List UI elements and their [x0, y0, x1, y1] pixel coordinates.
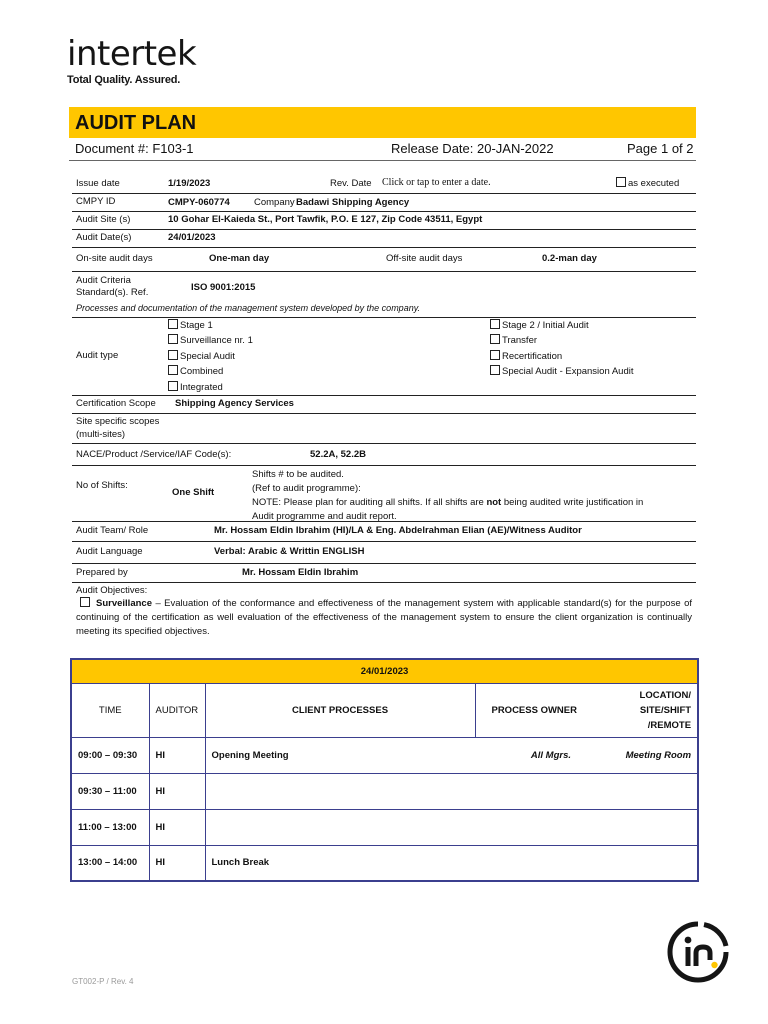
col-client-processes: CLIENT PROCESSES: [205, 683, 475, 737]
rev-date-label: Rev. Date: [330, 178, 372, 189]
audit-type-right-group: [490, 318, 634, 380]
audit-info-table: [72, 175, 696, 639]
schedule-row: [71, 809, 698, 845]
site-scopes-value: [168, 413, 696, 443]
checkbox-icon: [490, 334, 500, 344]
transfer-label: Transfer: [502, 335, 538, 346]
checkbox-icon: [168, 365, 178, 375]
page-number: Page 1 of 2: [627, 141, 694, 156]
document-number: Document #: F103-1: [75, 141, 194, 156]
as-executed-checkbox[interactable]: [616, 177, 679, 190]
intertek-logo: [67, 36, 196, 86]
form-code: GT002-P / Rev. 4: [72, 977, 134, 986]
site-scopes-row: [72, 413, 696, 443]
cert-scope-row: [72, 395, 696, 413]
row-auditor: HI: [149, 845, 205, 881]
special-audit-label: Special Audit: [180, 350, 235, 362]
row-time: 13:00 – 14:00: [71, 845, 149, 881]
issue-date-row: [72, 175, 696, 193]
recertification-label: Recertification: [502, 350, 563, 362]
prepared-value: Mr. Hossam Eldin Ibrahim: [168, 563, 696, 582]
checkbox-icon: [168, 334, 178, 344]
row-time: 11:00 – 13:00: [71, 809, 149, 845]
row-auditor: HI: [149, 773, 205, 809]
site-scopes-label-2: (multi-sites): [76, 429, 126, 440]
checkbox-icon: [490, 350, 500, 360]
stage1-label: Stage 1: [180, 319, 213, 331]
row-process: [205, 773, 698, 809]
checkbox-icon: [490, 319, 500, 329]
as-executed-label: as executed: [628, 178, 680, 189]
logo-tagline: Total Quality. Assured.: [67, 74, 181, 86]
onsite-days-value: One-man day: [209, 252, 270, 264]
cmpy-id-label: CMPY ID: [72, 193, 168, 211]
special-audit-checkbox[interactable]: [168, 349, 253, 365]
audit-days-row: [72, 247, 696, 271]
audit-site-value: 10 Gohar El-Kaieda St., Port Tawfik, P.O. E 127, Zip Code 43511, Egypt: [168, 211, 696, 229]
checkbox-icon: [168, 350, 178, 360]
audit-site-label: Audit Site (s): [72, 211, 168, 229]
nace-row: [72, 443, 696, 465]
audit-site-row: [72, 211, 696, 229]
schedule-row: [71, 845, 698, 881]
stage2-label: Stage 2 / Initial Audit: [502, 319, 589, 331]
criteria-row: [72, 271, 696, 317]
stage1-checkbox[interactable]: [168, 318, 253, 334]
page-title: AUDIT PLAN: [75, 112, 197, 134]
cmpy-id-row: [72, 193, 696, 211]
intertek-emblem-icon: [666, 920, 730, 984]
nace-value: 52.2A, 52.2B: [310, 448, 366, 460]
stage2-checkbox[interactable]: [490, 318, 634, 334]
rev-date-picker[interactable]: Click or tap to enter a date.: [382, 177, 491, 188]
objectives-text: Surveillance – Evaluation of the conformance and effectiveness of the management system with applicable standard(s) for the purpose of continuing of the certification as well evaluation of the effectiveness of the management system to ensure the client organization is continually meeting its specified objectives.: [76, 597, 692, 637]
schedule-row: [71, 773, 698, 809]
transfer-checkbox[interactable]: [490, 333, 634, 349]
row-owner: All Mgrs.: [475, 737, 593, 773]
row-time: 09:30 – 11:00: [71, 773, 149, 809]
integrated-checkbox[interactable]: [168, 380, 253, 396]
integrated-label: Integrated: [180, 381, 223, 393]
surveillance-checkbox[interactable]: [168, 333, 253, 349]
row-process: Opening Meeting: [205, 737, 475, 773]
logo-wordmark: intertek: [67, 34, 197, 74]
combined-label: Combined: [180, 366, 224, 377]
onsite-days-label: On-site audit days: [72, 247, 168, 271]
criteria-label-1: Audit Criteria: [76, 274, 131, 286]
language-label: Audit Language: [72, 541, 168, 563]
cert-scope-value: Shipping Agency Services: [168, 395, 696, 413]
site-scopes-label: [72, 413, 168, 443]
audit-type-left-group: [168, 318, 253, 396]
issue-date-value: 1/19/2023: [168, 178, 211, 189]
combined-checkbox[interactable]: [168, 364, 253, 380]
criteria-label-2: Standard(s). Ref.: [76, 286, 149, 298]
expansion-audit-label: Special Audit - Expansion Audit: [502, 366, 634, 377]
cmpy-id-value: CMPY-060774: [168, 196, 230, 208]
shifts-note: [252, 468, 643, 524]
surveillance-label: Surveillance nr. 1: [180, 335, 253, 346]
objectives-label: Audit Objectives:: [76, 584, 148, 596]
schedule-row: [71, 737, 698, 773]
row-time: 09:00 – 09:30: [71, 737, 149, 773]
schedule-header-row: [71, 683, 698, 737]
shifts-label: No of Shifts:: [76, 479, 128, 491]
audit-type-label: Audit type: [72, 317, 168, 395]
shifts-note-1: Shifts # to be audited.: [252, 468, 344, 480]
audit-dates-value: 24/01/2023: [168, 229, 696, 247]
audit-type-row: [72, 317, 696, 395]
prepared-row: [72, 563, 696, 582]
surveillance-objective-checkbox[interactable]: [80, 597, 90, 607]
offsite-days-value: 0.2-man day: [542, 252, 597, 264]
site-scopes-label-1: Site specific scopes: [76, 416, 160, 427]
cert-scope-label: Certification Scope: [72, 395, 168, 413]
row-auditor: HI: [149, 737, 205, 773]
schedule-date: 24/01/2023: [71, 659, 698, 683]
audit-dates-row: [72, 229, 696, 247]
shifts-value: One Shift: [172, 486, 215, 498]
shifts-note-2: (Ref to audit programme):: [252, 482, 361, 494]
col-location: LOCATION/ SITE/SHIFT /REMOTE: [593, 683, 698, 737]
company-label: Company: [254, 196, 295, 208]
company-value: Badawi Shipping Agency: [296, 196, 410, 208]
recertification-checkbox[interactable]: [490, 349, 634, 365]
audit-dates-label: Audit Date(s): [72, 229, 168, 247]
shifts-note-4: Audit programme and audit report.: [252, 510, 397, 522]
offsite-days-label: Off-site audit days: [386, 252, 463, 264]
col-process-owner: PROCESS OWNER: [475, 683, 593, 737]
checkbox-icon: [168, 381, 178, 391]
criteria-value: ISO 9001:2015: [191, 281, 256, 293]
checkbox-icon: [616, 177, 626, 187]
row-process: Lunch Break: [205, 845, 698, 881]
document-info-row: [69, 139, 696, 161]
row-process: [205, 809, 698, 845]
team-row: [72, 521, 696, 541]
team-label: Audit Team/ Role: [72, 521, 168, 541]
processes-note: Processes and documentation of the management system developed by the company.: [76, 302, 421, 313]
title-bar: [69, 107, 696, 138]
shifts-note-3: NOTE: Please plan for auditing all shifts. If all shifts are not being audited write justification in: [252, 496, 644, 508]
schedule-table: [70, 658, 699, 882]
row-auditor: HI: [149, 809, 205, 845]
objectives-row: [72, 582, 696, 639]
checkbox-icon: [490, 365, 500, 375]
checkbox-icon: [168, 319, 178, 329]
language-row: [72, 541, 696, 563]
expansion-audit-checkbox[interactable]: [490, 364, 634, 380]
nace-label: NACE/Product /Service/IAF Code(s):: [76, 448, 232, 460]
col-time: TIME: [71, 683, 149, 737]
row-location: Meeting Room: [593, 737, 698, 773]
col-auditor: AUDITOR: [149, 683, 205, 737]
language-value: Verbal: Arabic & Writtin ENGLISH: [168, 541, 696, 563]
shifts-row: [72, 465, 696, 521]
prepared-label: Prepared by: [72, 563, 168, 582]
release-date: Release Date: 20-JAN-2022: [391, 141, 554, 156]
issue-date-label: Issue date: [72, 175, 168, 193]
team-value: Mr. Hossam Eldin Ibrahim (HI)/LA & Eng. Abdelrahman Elian (AE)/Witness Auditor: [168, 521, 696, 541]
